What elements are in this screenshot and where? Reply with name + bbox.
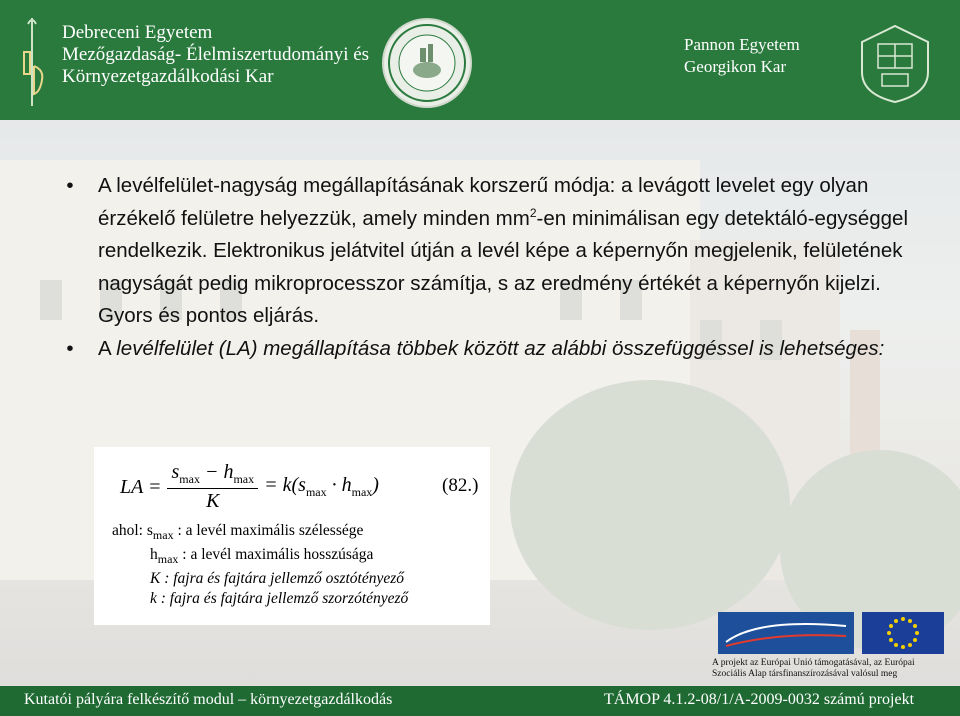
bullet-item-1 (60, 170, 920, 333)
bullet-item-2 (60, 333, 920, 366)
uj-magyarorszag-logo-icon (718, 612, 854, 654)
pannon-title-line2: Georgikon Kar (684, 57, 787, 76)
bullet-icon: • (66, 174, 74, 197)
header-band (0, 0, 960, 120)
bullet2-prefix: A (98, 336, 117, 360)
equation-lhs: LA = (120, 475, 162, 498)
faculty-seal-icon (382, 18, 472, 108)
slide-text (60, 170, 920, 365)
debrecen-title-line1: Debreceni Egyetem (62, 22, 213, 43)
debrecen-university-title (62, 22, 369, 88)
footer-bar (0, 686, 960, 716)
pannon-university-crest-icon (852, 22, 938, 106)
bullet1-superscript: 2 (529, 205, 537, 220)
definition-k: k : fajra és fajtára jellemző szorzótényező (150, 590, 409, 608)
bullet2-italic-text: levélfelület (LA) megállapítása többek között az alábbi összefüggéssel is lehetséges: (116, 336, 885, 360)
eu-flag-icon (862, 612, 944, 654)
equation-fraction (167, 461, 258, 513)
debrecen-title-line3: Környezetgazdálkodási Kar (62, 66, 274, 87)
definition-K: K : fajra és fajtára jellemző osztótényező (150, 570, 405, 588)
funding-logos (712, 612, 950, 682)
la-equation (120, 461, 379, 513)
debrecen-title-line2: Mezőgazdaság- Élelmiszertudományi és (62, 44, 370, 65)
eu-funding-note-line1: A projekt az Európai Unió támogatásával, az Európai (712, 658, 915, 668)
bullet1-text: A levélfelület-nagyság megállapításának korszerű módja: a levágott levelet egy olyan érzékelő felületre helyezzük, amely minden mm (98, 174, 869, 230)
definition-smax: ahol: $s_{max}$ : a levél maximális szélessége (112, 522, 364, 543)
equation-rhs: = $k(s_{max} \cdot h_{max})$ (264, 474, 379, 499)
formula-box (94, 447, 490, 625)
equation-number: (82.) (442, 475, 479, 496)
bullet1-text-rest: -en minimálisan egy detektáló-egységgel rendelkezik. Elektronikus jelátvitel útján a levél képe a képernyőn megjelenik, felületének nagyságát pedig mikroprocesszor számítja, s az eredmény értékét a képernyőn kijelzi. Gyors és pontos eljárás. (98, 206, 908, 327)
pannon-title-line1: Pannon Egyetem (684, 35, 800, 54)
bullet-icon: • (66, 336, 74, 360)
fraction-numerator: $s_{max} - h_{max}$ (167, 461, 258, 489)
eu-funding-note (712, 658, 950, 680)
university-of-debrecen-logo-icon (14, 14, 50, 110)
footer-project-id: TÁMOP 4.1.2-08/1/A-2009-0032 számú projekt (604, 691, 915, 708)
definition-hmax: $h_{max}$ : a levél maximális hosszúsága (150, 546, 374, 567)
variable-definitions (112, 521, 408, 609)
pannon-university-title (684, 34, 800, 78)
fraction-denominator: K (206, 490, 220, 512)
footer-module-title: Kutatói pályára felkészítő modul – környezetgazdálkodás (24, 691, 393, 708)
eu-funding-note-line2: Szociális Alap társfinanszírozásával valósul meg (712, 669, 898, 679)
